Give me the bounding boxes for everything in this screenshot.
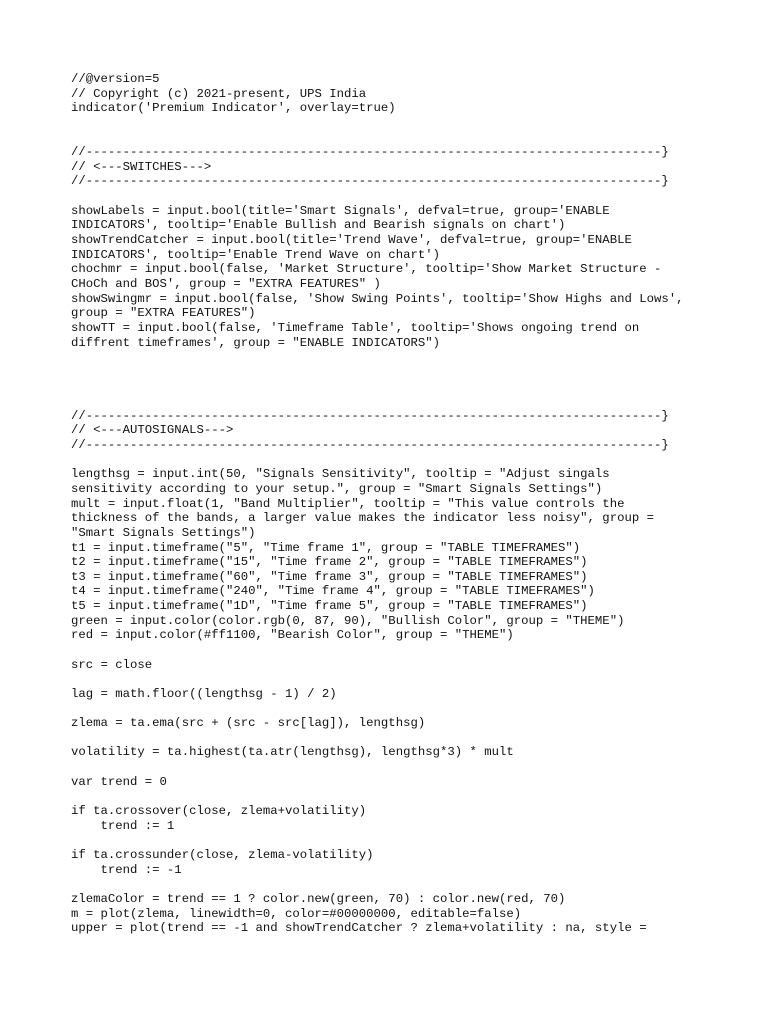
code-line: t2 = input.timeframe("15", "Time frame 2", group = "TABLE TIMEFRAMES") (71, 555, 588, 570)
code-line (71, 350, 731, 365)
code-line: t3 = input.timeframe("60", "Time frame 3", group = "TABLE TIMEFRAMES") (71, 569, 588, 584)
code-line: showSwingmr = input.bool(false, 'Show Swing Points', tooltip='Show Highs and Lows', (71, 291, 684, 306)
code-line: var trend = 0 (71, 774, 167, 789)
code-line: if ta.crossover(close, zlema+volatility) (71, 804, 367, 819)
code-line: INDICATORS', tooltip='Enable Trend Wave on chart') (71, 247, 440, 262)
code-line: // <---SWITCHES---> (71, 159, 212, 174)
code-line: green = input.color(color.rgb(0, 87, 90), "Bullish Color", group = "THEME") (71, 613, 625, 628)
code-line: showLabels = input.bool(title='Smart Signals', defval=true, group='ENABLE (71, 203, 610, 218)
code-line: showTrendCatcher = input.bool(title='Trend Wave', defval=true, group='ENABLE (71, 233, 632, 248)
code-line: t4 = input.timeframe("240", "Time frame 4", group = "TABLE TIMEFRAMES") (71, 584, 595, 599)
code-line (71, 833, 731, 848)
code-line (71, 702, 731, 717)
code-line: mult = input.float(1, "Band Multiplier", tooltip = "This value controls the (71, 496, 625, 511)
code-line: CHoCh and BOS', group = "EXTRA FEATURES" ) (71, 276, 381, 291)
code-line (71, 365, 731, 380)
code-line: //------------------------------------------------------------------------------} (71, 438, 669, 453)
code-line (71, 672, 731, 687)
code-line: t1 = input.timeframe("5", "Time frame 1", group = "TABLE TIMEFRAMES") (71, 540, 581, 555)
code-line: lengthsg = input.int(50, "Signals Sensitivity", tooltip = "Adjust singals (71, 467, 610, 482)
code-line: //------------------------------------------------------------------------------} (71, 408, 669, 423)
code-line: m = plot(zlema, linewidth=0, color=#00000000, editable=false) (71, 906, 522, 921)
code-line (71, 643, 731, 658)
code-line (71, 379, 731, 394)
code-line: //------------------------------------------------------------------------------} (71, 174, 669, 189)
code-line: red = input.color(#ff1100, "Bearish Color", group = "THEME") (71, 628, 514, 643)
code-line (71, 731, 731, 746)
code-line: chochmr = input.bool(false, 'Market Structure', tooltip='Show Market Structure - (71, 262, 662, 277)
code-line: indicator('Premium Indicator', overlay=true) (71, 101, 396, 116)
code-line: group = "EXTRA FEATURES") (71, 306, 256, 321)
code-line: zlema = ta.ema(src + (src - src[lag]), lengthsg) (71, 716, 426, 731)
code-line (71, 394, 731, 409)
code-line (71, 453, 731, 468)
code-line: volatility = ta.highest(ta.atr(lengthsg), lengthsg*3) * mult (71, 745, 514, 760)
code-line: //------------------------------------------------------------------------------} (71, 145, 669, 160)
code-line: diffrent timeframes', group = "ENABLE INDICATORS") (71, 335, 440, 350)
code-line: showTT = input.bool(false, 'Timeframe Table', tooltip='Shows ongoing trend on (71, 320, 640, 335)
code-line: // Copyright (c) 2021-present, UPS India (71, 86, 367, 101)
code-line: INDICATORS', tooltip='Enable Bullish and Bearish signals on chart') (71, 218, 566, 233)
code-line: t5 = input.timeframe("1D", "Time frame 5", group = "TABLE TIMEFRAMES") (71, 599, 588, 614)
code-line: upper = plot(trend == -1 and showTrendCatcher ? zlema+volatility : na, style = (71, 921, 647, 936)
code-line (71, 189, 731, 204)
code-line: // <---AUTOSIGNALS---> (71, 423, 234, 438)
code-line: lag = math.floor((lengthsg - 1) / 2) (71, 686, 337, 701)
code-line: if ta.crossunder(close, zlema-volatility) (71, 847, 374, 862)
code-line (71, 760, 731, 775)
code-line: trend := 1 (71, 818, 175, 833)
code-line: thickness of the bands, a larger value makes the indicator less noisy", group = (71, 511, 654, 526)
code-line (71, 877, 731, 892)
code-line (71, 116, 731, 131)
code-line: "Smart Signals Settings") (71, 525, 256, 540)
code-line: trend := -1 (71, 862, 182, 877)
code-text-block (71, 72, 731, 936)
code-line: sensitivity according to your setup.", group = "Smart Signals Settings") (71, 481, 603, 496)
code-line: zlemaColor = trend == 1 ? color.new(green, 70) : color.new(red, 70) (71, 891, 566, 906)
code-line (71, 131, 731, 146)
code-line: src = close (71, 657, 153, 672)
code-line (71, 789, 731, 804)
code-line: //@version=5 (71, 72, 160, 86)
